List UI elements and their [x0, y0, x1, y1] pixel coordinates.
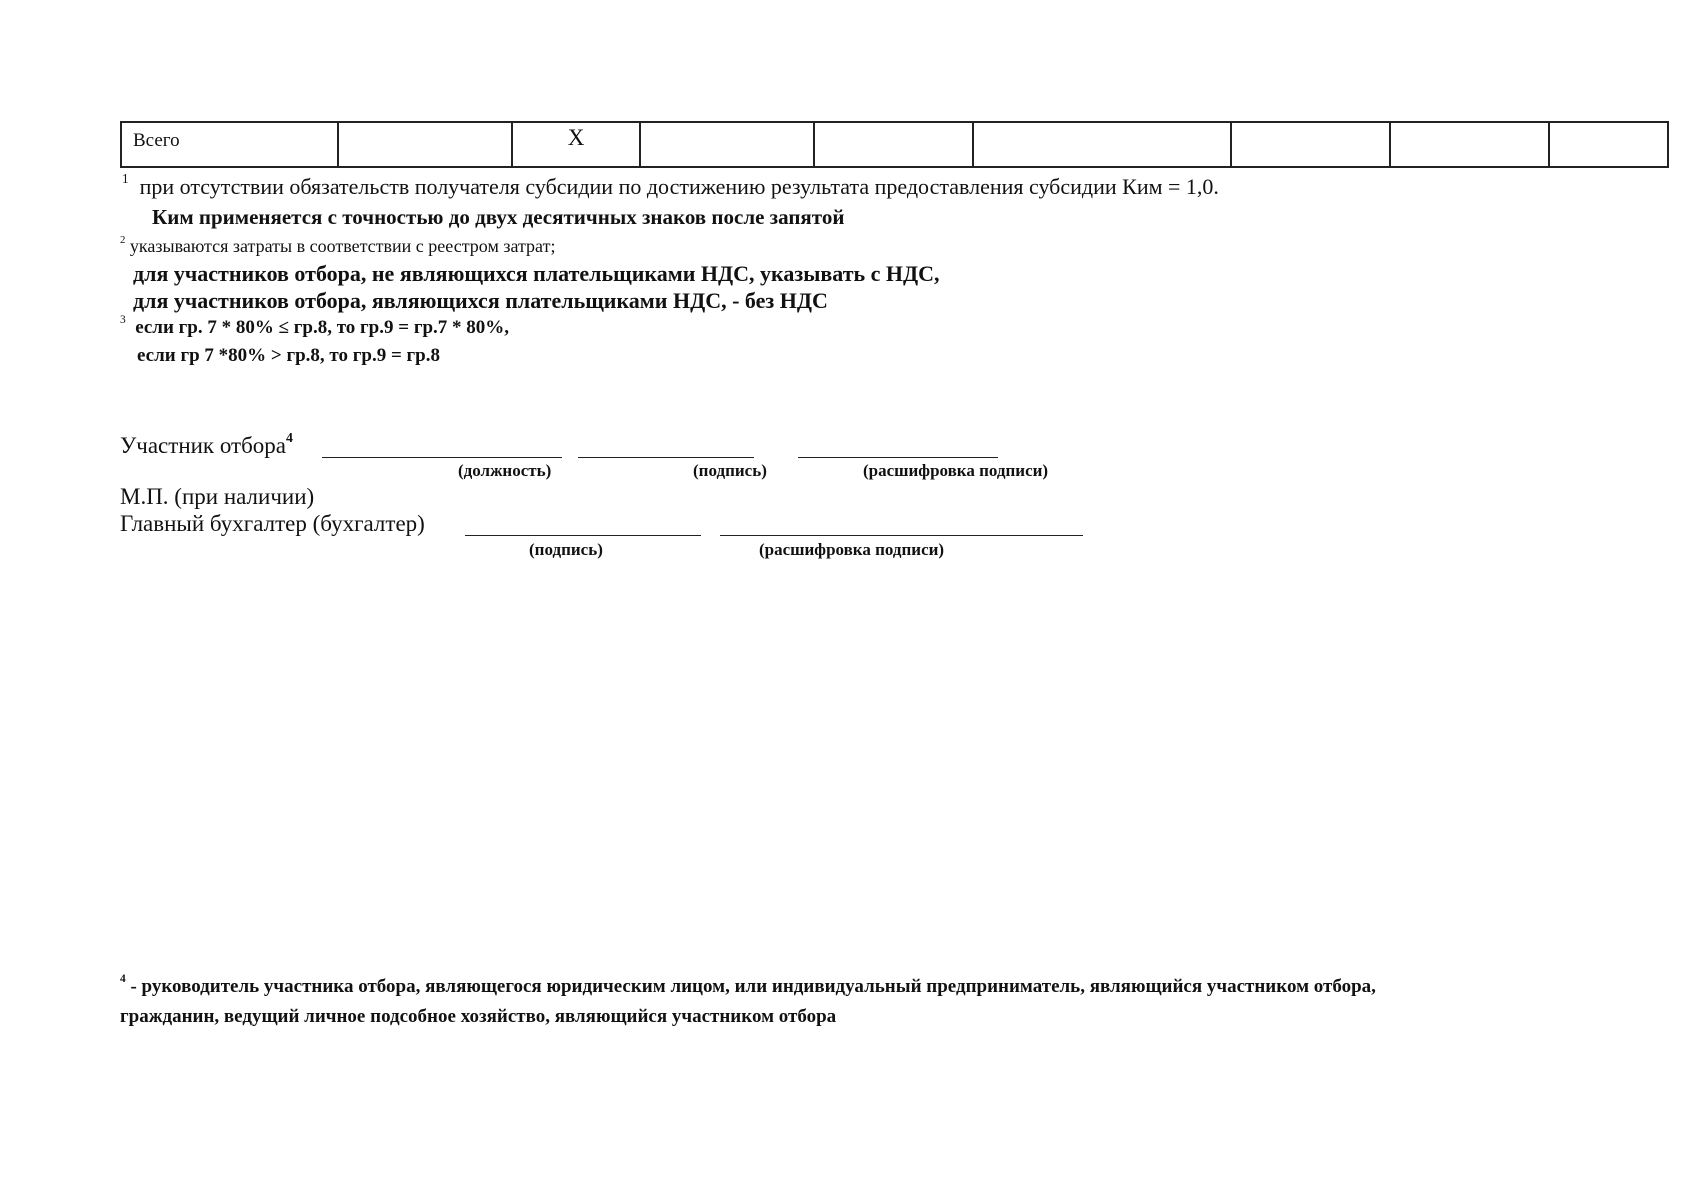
footnote-4-line1: - руководитель участника отбора, являющегося юридическим лицом, или индивидуальный предприниматель, являющийся участником отбора,	[125, 976, 1376, 997]
footnote-1-line1: при отсутствии обязательств получателя субсидии по достижению результата предоставления субсидии Ким = 1,0.	[139, 174, 1219, 199]
accountant-caption-signature: (подпись)	[529, 540, 603, 559]
caption-position: (должность)	[458, 461, 552, 480]
footnote-3-line2: если гр 7 *80% > гр.8, то гр.9 = гр.8	[137, 345, 440, 366]
caption-decoding: (расшифровка подписи)	[863, 461, 1049, 480]
footnote-3	[120, 314, 510, 339]
footnote-1-mark: 1	[122, 171, 129, 187]
footnote-2	[120, 233, 556, 257]
participant-label: Участник отбора$^4$	[120, 429, 293, 458]
table-cell	[1231, 122, 1390, 167]
footnote-2-line3: для участников отбора, являющихся плательщиками НДС, - без НДС	[133, 288, 828, 313]
footnote-2-line2: для участников отбора, не являющихся плательщиками НДС, указывать с НДС,	[133, 261, 940, 286]
footnote-4	[120, 973, 1376, 998]
participant-mark: 4	[286, 429, 293, 445]
footnote-2-line1: указываются затраты в соответствии с реестром затрат;	[129, 236, 556, 256]
table-cell-x: X	[512, 122, 640, 167]
table-cell	[973, 122, 1231, 167]
signature-line	[578, 457, 754, 458]
decoding-line	[798, 457, 998, 458]
footnote-4-line2: гражданин, ведущий личное подсобное хозяйство, являющийся участником отбора	[120, 1006, 837, 1027]
footnote-2-mark: 2	[120, 233, 126, 246]
totals-table	[120, 121, 1669, 168]
table-cell	[1549, 122, 1668, 167]
accountant-caption-decoding: (расшифровка подписи)	[759, 540, 945, 559]
footnote-4-mark: 4	[120, 973, 126, 986]
table-cell	[814, 122, 973, 167]
footnote-3-mark: 3	[120, 314, 126, 327]
seal-label: М.П. (при наличии)	[120, 484, 315, 509]
footnote-3-line1: если гр. 7 * 80% ≤ гр.8, то гр.9 = гр.7 * 80%,	[135, 317, 510, 338]
table-cell	[1390, 122, 1549, 167]
accountant-label: Главный бухгалтер (бухгалтер)	[120, 511, 425, 536]
accountant-decoding-line	[720, 535, 1083, 536]
footnote-1-line2: Ким применяется с точностью до двух десятичных знаков после запятой	[152, 205, 845, 229]
totals-row	[121, 122, 1668, 167]
accountant-signature-line	[465, 535, 701, 536]
table-cell	[338, 122, 512, 167]
footnote-1	[122, 171, 1219, 200]
position-line	[322, 457, 562, 458]
total-label-cell: Всего	[121, 122, 338, 167]
caption-signature: (подпись)	[693, 461, 767, 480]
table-cell	[640, 122, 814, 167]
